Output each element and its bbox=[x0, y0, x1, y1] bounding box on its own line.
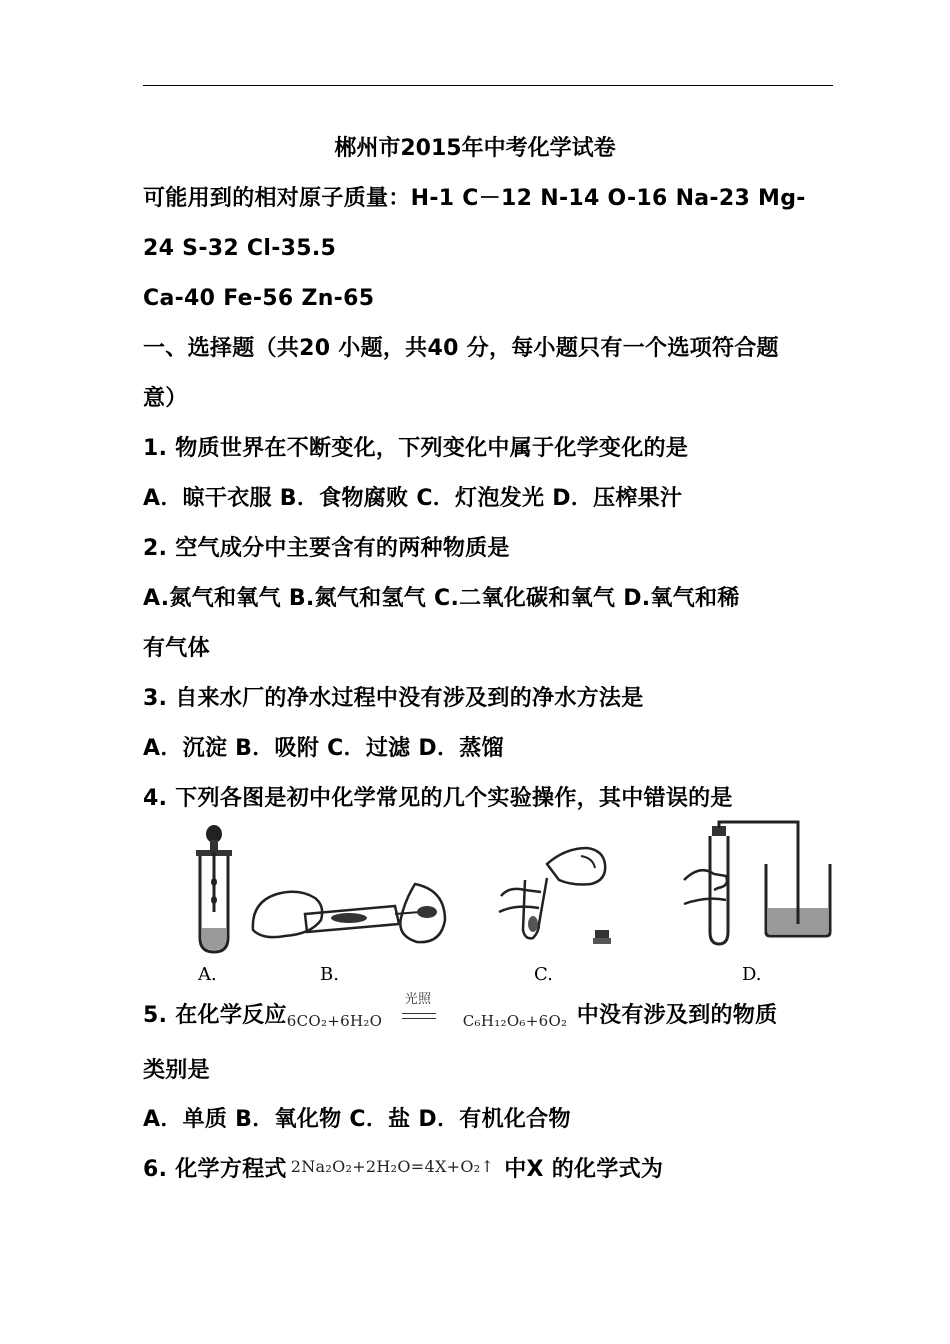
section-heading-line-2: 意） bbox=[143, 386, 188, 411]
photosynthesis-equation bbox=[286, 992, 577, 1031]
figure-b-label: B. bbox=[320, 964, 339, 985]
figure-b-hands-icon bbox=[245, 820, 455, 960]
figure-c-pouring-icon bbox=[495, 820, 625, 960]
question-6-stem bbox=[143, 1152, 663, 1185]
question-2-options-line-1: A.氮气和氧气 B.氮气和氢气 C.二氧化碳和氧气 D.氧气和稀 bbox=[143, 586, 740, 611]
question-6-stem-before: 6. 化学方程式 bbox=[143, 1157, 287, 1182]
figure-a-dropper-icon bbox=[180, 820, 240, 960]
question-5-stem-line-2: 类别是 bbox=[143, 1058, 210, 1083]
question-5-stem-before: 5. 在化学反应 bbox=[143, 1003, 287, 1028]
figure-a-label: A. bbox=[198, 964, 217, 985]
atomic-mass-line-1: 可能用到的相对原子质量：H-1 C－12 N-14 O-16 Na-23 Mg- bbox=[143, 186, 806, 211]
section-heading-line-1: 一、选择题（共20 小题，共40 分，每小题只有一个选项符合题 bbox=[143, 336, 779, 361]
question-2-stem: 2. 空气成分中主要含有的两种物质是 bbox=[143, 536, 510, 561]
experiment-figures bbox=[170, 820, 830, 995]
sodium-peroxide-equation: 2Na₂O₂+2H₂O=4X+O₂↑ bbox=[290, 1157, 495, 1176]
question-5-options: A．单质 B．氧化物 C．盐 D．有机化合物 bbox=[143, 1107, 571, 1132]
figure-c-label: C. bbox=[534, 964, 553, 985]
equation-equals-bottom bbox=[402, 1018, 436, 1019]
equation-rhs: C₆H₁₂O₆+6O₂ bbox=[462, 1012, 568, 1030]
equation-lhs: 6CO₂+6H₂O bbox=[286, 1012, 383, 1030]
page-title: 郴州市2015年中考化学试卷 bbox=[334, 136, 616, 161]
question-5-stem bbox=[143, 992, 778, 1031]
question-4-stem: 4. 下列各图是初中化学常见的几个实验操作，其中错误的是 bbox=[143, 786, 733, 811]
question-6-stem-after: 中X 的化学式为 bbox=[504, 1157, 664, 1182]
question-3-options: A．沉淀 B．吸附 C．过滤 D．蒸馏 bbox=[143, 736, 504, 761]
question-2-options-line-2: 有气体 bbox=[143, 636, 210, 661]
atomic-mass-line-3: Ca-40 Fe-56 Zn-65 bbox=[143, 286, 375, 311]
equation-condition: 光照 bbox=[404, 992, 432, 1007]
question-5-stem-after: 中没有涉及到的物质 bbox=[576, 1003, 778, 1028]
figure-d-airtightness-icon bbox=[680, 820, 840, 960]
question-3-stem: 3. 自来水厂的净水过程中没有涉及到的净水方法是 bbox=[143, 686, 644, 711]
atomic-mass-line-2: 24 S-32 Cl-35.5 bbox=[143, 236, 337, 261]
figure-d-label: D. bbox=[742, 964, 762, 985]
question-1-stem: 1. 物质世界在不断变化，下列变化中属于化学变化的是 bbox=[143, 436, 689, 461]
question-1-options: A．晾干衣服 B．食物腐败 C．灯泡发光 D．压榨果汁 bbox=[143, 486, 683, 511]
equation-equals-top bbox=[402, 1013, 436, 1014]
header-rule bbox=[143, 85, 833, 86]
